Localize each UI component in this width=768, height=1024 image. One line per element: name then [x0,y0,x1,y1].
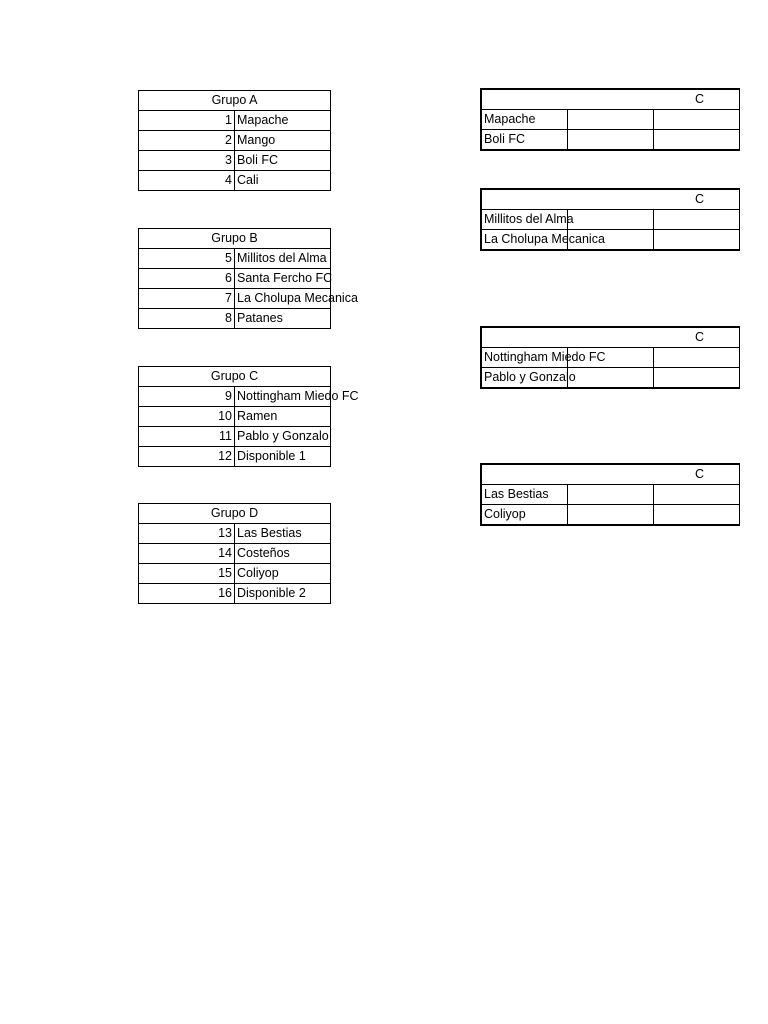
group-table-d [138,503,331,604]
table-row [139,249,331,269]
team-number: 10 [139,407,235,427]
group-table-a [138,90,331,191]
table-row [139,407,331,427]
table-row [481,505,740,526]
match-header: C [481,464,740,485]
table-row [139,289,331,309]
team-name: Las Bestias [481,485,567,505]
match-header: C [481,189,740,210]
table-row [139,427,331,447]
team-number: 2 [139,131,235,151]
team-name: Pablo y Gonzalo [235,427,331,447]
team-name: Ramen [235,407,331,427]
team-name: Costeños [235,544,331,564]
team-name: Coliyop [235,564,331,584]
team-number: 13 [139,524,235,544]
table-row [139,447,331,467]
team-name: La Cholupa Mecanica [481,230,567,251]
table-row [481,110,740,130]
score-cell [567,210,653,230]
team-name: Boli FC [235,151,331,171]
score-cell [567,485,653,505]
table-row [139,544,331,564]
team-name: Disponible 2 [235,584,331,604]
group-title: Grupo C [139,367,331,387]
team-number: 16 [139,584,235,604]
team-name: La Cholupa Mecanica [235,289,331,309]
table-row [139,151,331,171]
table-row [481,210,740,230]
score-cell [567,368,653,389]
table-row [139,309,331,329]
group-title: Grupo B [139,229,331,249]
team-number: 14 [139,544,235,564]
team-number: 8 [139,309,235,329]
team-number: 12 [139,447,235,467]
table-row [481,368,740,389]
table-row [139,584,331,604]
match-table-4 [480,463,705,526]
table-row [481,230,740,251]
team-name: Pablo y Gonzalo [481,368,567,389]
team-name: Mango [235,131,331,151]
team-name: Las Bestias [235,524,331,544]
team-name: Santa Fercho FC [235,269,331,289]
match-header: C [481,89,740,110]
team-number: 3 [139,151,235,171]
team-name: Cali [235,171,331,191]
table-row [481,130,740,151]
table-row [139,387,331,407]
team-name: Millitos del Alma [481,210,567,230]
team-number: 6 [139,269,235,289]
team-name: Mapache [235,111,331,131]
score-cell [567,110,653,130]
team-name: Patanes [235,309,331,329]
table-row [139,524,331,544]
team-number: 1 [139,111,235,131]
team-name: Disponible 1 [235,447,331,467]
match-table-3 [480,326,705,389]
table-row [481,485,740,505]
group-title: Grupo D [139,504,331,524]
team-number: 7 [139,289,235,309]
team-number: 9 [139,387,235,407]
match-header: C [481,327,740,348]
team-number: 5 [139,249,235,269]
table-row [139,111,331,131]
team-number: 4 [139,171,235,191]
team-number: 15 [139,564,235,584]
table-row [139,269,331,289]
team-name: Mapache [481,110,567,130]
team-name: Nottingham Miedo FC [481,348,567,368]
team-name: Nottingham Miedo FC [235,387,331,407]
table-row [139,131,331,151]
score-cell [567,505,653,526]
team-name: Millitos del Alma [235,249,331,269]
group-table-b [138,228,358,329]
team-name: Coliyop [481,505,567,526]
table-row [139,564,331,584]
match-table-2 [480,188,705,251]
group-title: Grupo A [139,91,331,111]
group-table-c [138,366,359,467]
team-name: Boli FC [481,130,567,151]
score-cell [567,130,653,151]
match-table-1 [480,88,705,151]
team-number: 11 [139,427,235,447]
table-row [139,171,331,191]
table-row [481,348,740,368]
